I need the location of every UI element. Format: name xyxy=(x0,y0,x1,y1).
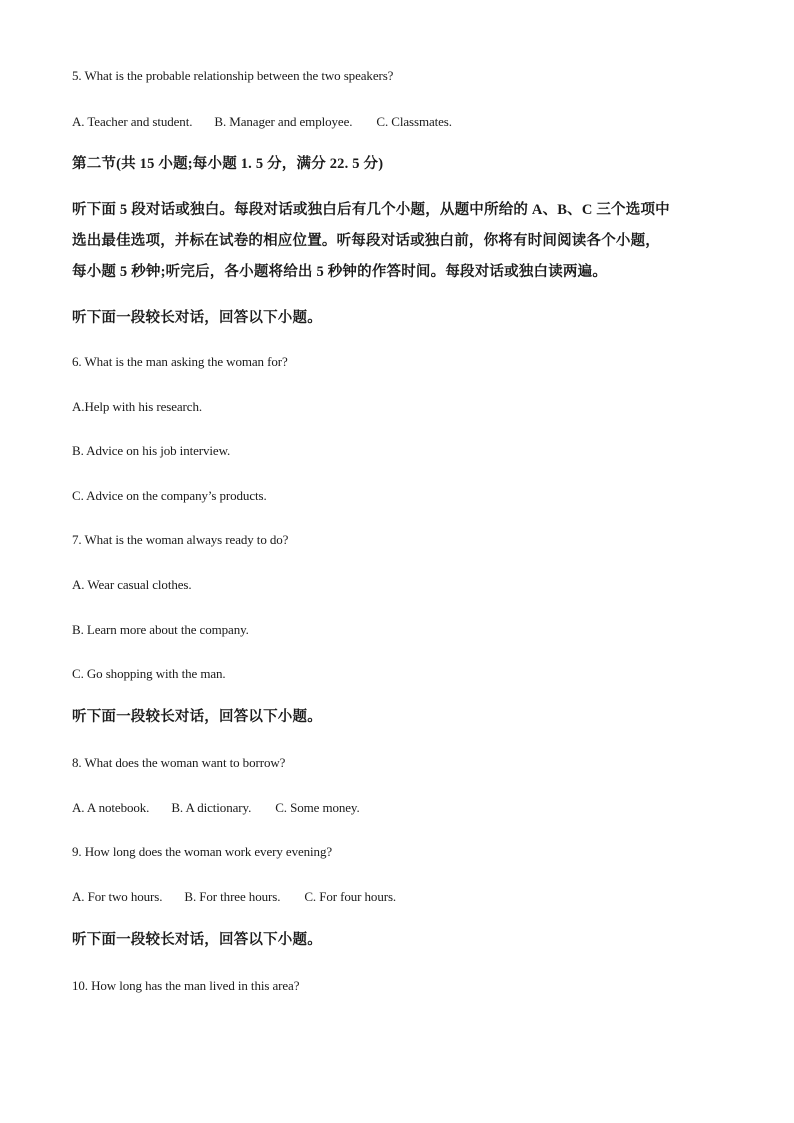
question-9-options xyxy=(72,889,396,905)
option-b: B. Manager and employee. xyxy=(214,114,353,129)
option-c: C. Classmates. xyxy=(376,114,452,129)
question-6-option-b: B. Advice on his job interview. xyxy=(72,443,231,458)
question-7-option-b: B. Learn more about the company. xyxy=(72,622,249,637)
option-b: B. For three hours. xyxy=(184,889,281,904)
question-6-option-a: A.Help with his research. xyxy=(72,399,202,414)
question-7: 7. What is the woman always ready to do? xyxy=(72,532,289,547)
option-c: C. Some money. xyxy=(275,800,360,815)
question-7-option-a: A. Wear casual clothes. xyxy=(72,577,192,592)
question-8-options xyxy=(72,800,360,816)
question-10: 10. How long has the man lived in this area? xyxy=(72,978,300,993)
option-b: B. A dictionary. xyxy=(171,800,252,815)
question-5-options xyxy=(72,114,452,130)
question-7-option-c: C. Go shopping with the man. xyxy=(72,666,226,681)
option-a: A. For two hours. xyxy=(72,889,163,904)
option-a: A. Teacher and student. xyxy=(72,114,193,129)
instructions-line-3: 每小题 5 秒钟;听完后，各小题将给出 5 秒钟的作答时间。每段对话或独白读两遍。 xyxy=(72,264,608,280)
question-6: 6. What is the man asking the woman for? xyxy=(72,354,288,369)
option-c: C. For four hours. xyxy=(304,889,397,904)
question-9: 9. How long does the woman work every evening? xyxy=(72,844,333,859)
group-prompt-1: 听下面一段较长对话，回答以下小题。 xyxy=(72,310,322,326)
section-heading: 第二节(共 15 小题;每小题 1. 5 分，满分 22. 5 分) xyxy=(72,156,384,172)
instructions-line-1: 听下面 5 段对话或独白。每段对话或独白后有几个小题，从题中所给的 A、B、C 三个选项中 xyxy=(72,202,670,218)
question-6-option-c: C. Advice on the company’s products. xyxy=(72,488,267,503)
question-5: 5. What is the probable relationship between the two speakers? xyxy=(72,68,394,83)
group-prompt-2: 听下面一段较长对话，回答以下小题。 xyxy=(72,709,322,725)
option-a: A. A notebook. xyxy=(72,800,150,815)
question-8: 8. What does the woman want to borrow? xyxy=(72,755,286,770)
instructions-line-2: 选出最佳选项，并标在试卷的相应位置。听每段对话或独白前，你将有时间阅读各个小题， xyxy=(72,233,660,249)
group-prompt-3: 听下面一段较长对话，回答以下小题。 xyxy=(72,932,322,948)
